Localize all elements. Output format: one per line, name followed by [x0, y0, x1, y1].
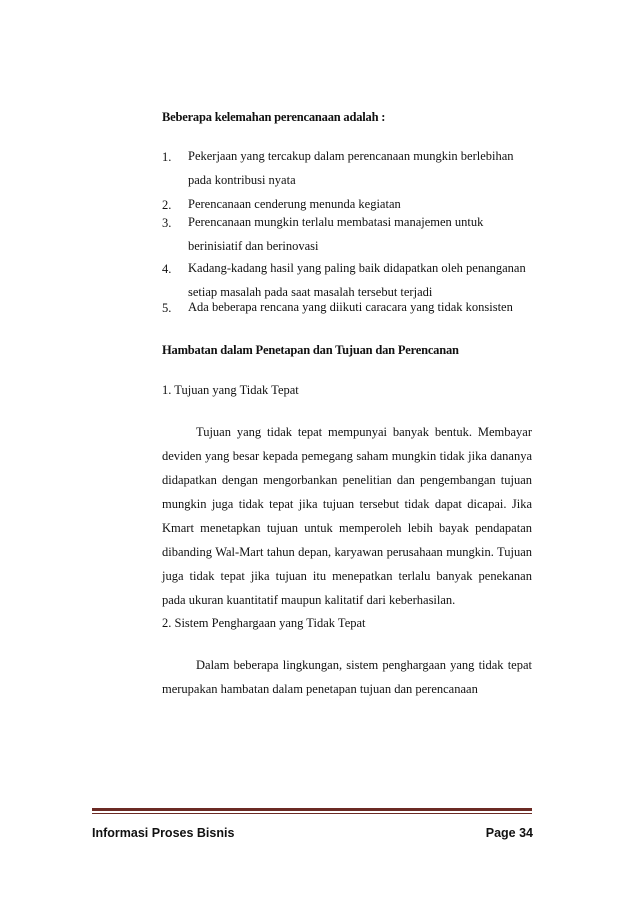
- list-item-text: Kadang-kadang hasil yang paling baik didapatkan oleh penanganan setiap masalah pada saat masalah tersebut terjadi: [188, 261, 526, 299]
- section-heading-weaknesses: Beberapa kelemahan perencanaan adalah :: [162, 110, 386, 124]
- page-number: Page 34: [485, 826, 533, 840]
- footer-rule-thick: [92, 808, 532, 811]
- section-heading-obstacles: Hambatan dalam Penetapan dan Tujuan dan Perencanan: [162, 343, 459, 357]
- list-item-number: 4.: [162, 262, 172, 276]
- list-item-text: Perencanaan mungkin terlalu membatasi manajemen untuk berinisiatif dan berinovasi: [188, 215, 484, 253]
- list-item-text: Ada beberapa rencana yang diikuti caracara yang tidak konsisten: [188, 300, 513, 314]
- list-item-number: 3.: [162, 216, 172, 230]
- list-item-text: Perencanaan cenderung menunda kegiatan: [188, 197, 401, 211]
- footer-title: Informasi Proses Bisnis: [92, 826, 235, 840]
- paragraph-improper-goals: Tujuan yang tidak tepat mempunyai banyak bentuk. Membayar deviden yang besar kepada pemegang saham mungkin tidak jika dananya didapatkan dengan mengorbankan penelitian dan pengembangan tujuan mungkin juga tidak tepat jika tujuan tersebut tidak dapat dicapai. Jika Kmart menetapkan tujuan untuk memperoleh lebih bayak pendapatan dibanding Wal-Mart tahun depan, karyawan perusahaan mungkin. Tujuan juga tidak tepat jika tujuan itu menepatkan terlalu banyak penekanan pada ukuran kuantitatif maupun kalitatif dari keberhasilan.: [162, 425, 532, 607]
- subheading-improper-reward-system: 2. Sistem Penghargaan yang Tidak Tepat: [162, 616, 366, 630]
- list-item-number: 1.: [162, 150, 172, 164]
- subheading-improper-goals: 1. Tujuan yang Tidak Tepat: [162, 383, 299, 397]
- list-item-number: 2.: [162, 198, 172, 212]
- list-item-number: 5.: [162, 301, 172, 315]
- paragraph-improper-reward-system: Dalam beberapa lingkungan, sistem penghargaan yang tidak tepat merupakan hambatan dalam penetapan tujuan dan perencanaan: [162, 658, 532, 696]
- footer-rule-thin: [92, 813, 532, 814]
- list-item-text: Pekerjaan yang tercakup dalam perencanaan mungkin berlebihan pada kontribusi nyata: [188, 149, 514, 187]
